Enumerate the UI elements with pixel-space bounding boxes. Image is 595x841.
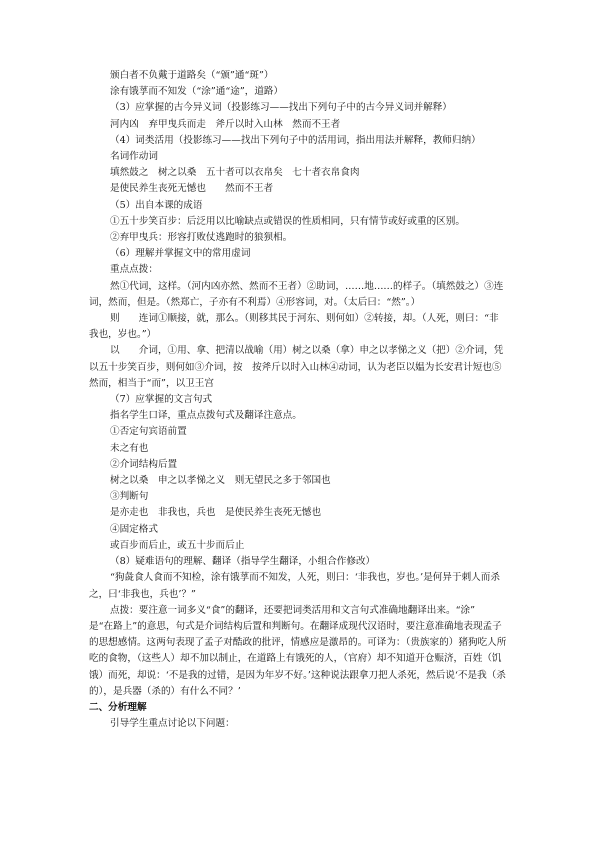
text-line: 颁白者不负戴于道路矣（“颁”通“斑”） bbox=[110, 70, 274, 81]
text-line: 或百步而后止，或五十步而后止 bbox=[110, 539, 245, 551]
text-line: ①五十步笑百步：后泛用以比喻缺点或错误的性质相同，只有情节或好或重的区别。 bbox=[110, 215, 465, 227]
section-heading-3: （3）应掌握的古今异义词（投影练习——找出下列句子中的古今异义词并解释） bbox=[110, 102, 452, 114]
text-line: ②弃甲曳兵：形容打败仗逃跑时的狼狈相。 bbox=[110, 232, 293, 244]
paragraph-ze: 则 连词①顺接，就，那么。（则移其民于河东、则何如）②转接，却。（人死，则曰：“非我也，岁也。”） bbox=[89, 313, 499, 341]
paragraph-yi: 以 介词，①用、拿、把清以战喻（用）树之以桑（拿）申之以孝悌之义（把）②介词，凭 以五十步笑百步，则何如③介词，按 按斧斤以时入山林④动词，认为老臣以媪为长安君计短也⑤然而，相当于“而”，以卫王宫 bbox=[89, 345, 523, 389]
text-line: 名词作动词 bbox=[110, 151, 158, 163]
text-line: 引导学生重点讨论以下问题： bbox=[110, 718, 235, 730]
paragraph-translation: 是“在路上”的意思，句式是介词结构后置和判断句。在翻译成现代汉语时，要注意准确地表现孟子的思想感情。这两句表现了孟子对酷政的批评，情感应是激昂的。可译为：（贵族家的）猪狗吃人所吃的食物，（这些人）却不加以制止，在道路上有饿死的人，（官府）却不知道开仓赈济，百姓（饥饿）而死，却说：‘不是我的过错，是因为年岁不好。’这种说法跟拿刀把人杀死，然后说‘不是我（杀的），是兵器（杀的）有什么不同？’ bbox=[89, 620, 507, 697]
paragraph-ran: 然①代词，这样。（河内凶亦然、然而不王者）②助词，……地……的样子。（填然鼓之）③连词，然而，但是。（然郑亡，子亦有不利焉）④形容词，对。（太后曰：“然”。） bbox=[89, 280, 504, 308]
text-line: 是使民养生丧死无憾也 然而不王者 bbox=[110, 183, 274, 195]
section-heading-5: （5）出自本课的成语 bbox=[110, 199, 203, 211]
text-line: ③判断句 bbox=[110, 491, 149, 503]
text-line: 重点点拨： bbox=[110, 264, 158, 276]
paragraph-dianbo: 点拨：要注意一词多义“食”的翻译，还要把词类活用和文言句式准确地翻译出来。“涂” bbox=[110, 604, 475, 616]
section-heading-4: （4）词类活用（投影练习——找出下列句子中的活用词，指出用法并解释，教师归纳） bbox=[110, 134, 481, 146]
text-line: 指名学生口译，重点点拨句式及翻译注意点。 bbox=[110, 410, 302, 422]
text-line: ①否定句宾语前置 bbox=[110, 426, 187, 438]
section-heading-7: （7）应掌握的文言句式 bbox=[110, 394, 213, 406]
text-line: 未之有也 bbox=[110, 442, 149, 454]
text-line: 填然鼓之 树之以桑 五十者可以衣帛矣 七十者衣帛食肉 bbox=[110, 167, 360, 179]
text-line: 是亦走也 非我也，兵也 是使民养生丧死无憾也 bbox=[110, 507, 322, 519]
section-heading-6: （6）理解并掌握文中的常用虚词 bbox=[110, 248, 251, 260]
text-line: 树之以桑 申之以孝悌之义 则无望民之多于邻国也 bbox=[110, 475, 331, 487]
text-line: ②介词结构后置 bbox=[110, 458, 178, 470]
text-line: 河内凶 弃甲曳兵而走 斧斤以时入山林 然而不王者 bbox=[110, 118, 341, 130]
text-line: ④固定格式 bbox=[110, 523, 158, 535]
document-body bbox=[89, 68, 523, 732]
quote-paragraph: “狗彘食人食而不知检，涂有饿莩而不知发，人死，则曰：‘非我也，岁也。’是何异于刺人而杀之，曰‘非我也，兵也’？” bbox=[89, 572, 500, 600]
section-heading-8: （8）疑难语句的理解、翻译（指导学生翻译，小组合作修改） bbox=[110, 556, 376, 568]
text-line: 涂有饿莩而不知发（“涂”通“途”，道路） bbox=[110, 86, 284, 98]
section-title-analysis: 二、分析理解 bbox=[89, 701, 147, 713]
